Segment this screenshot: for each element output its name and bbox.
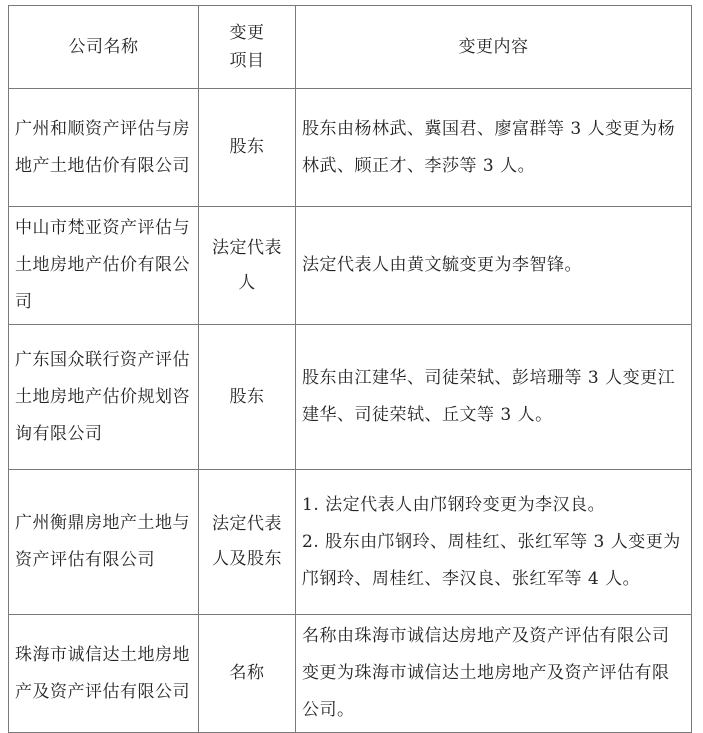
table-row [9,470,692,615]
change-content-cell: 名称由珠海市诚信达房地产及资产评估有限公司变更为珠海市诚信达土地房地产及资产评估有限公司。 [296,615,692,733]
table-row [9,89,692,207]
header-change-content: 变更内容 [296,6,692,89]
company-name-cell: 中山市梵亚资产评估与土地房地产估价有限公司 [9,207,199,325]
change-content-cell: 法定代表人由黄文毓变更为李智锋。 [296,207,692,325]
header-change-item [199,6,296,89]
change-content-item-1: 1. 法定代表人由邝钢玲变更为李汉良。 [302,494,606,515]
change-content-cell: 股东由杨林武、冀国君、廖富群等 3 人变更为杨林武、顾正才、李莎等 3 人。 [296,89,692,207]
change-item-cell: 名称 [199,615,296,733]
change-item-cell: 法定代表人 [199,207,296,325]
change-content-cell: 股东由江建华、司徒荣轼、彭培珊等 3 人变更江建华、司徒荣轼、丘文等 3 人。 [296,325,692,470]
company-name-cell: 广东国众联行资产评估土地房地产估价规划咨询有限公司 [9,325,199,470]
table-row [9,615,692,733]
change-content-cell [296,470,692,615]
company-name-cell: 珠海市诚信达土地房地产及资产评估有限公司 [9,615,199,733]
change-item-cell: 股东 [199,325,296,470]
change-item-cell: 股东 [199,89,296,207]
table-row [9,207,692,325]
header-row [9,6,692,89]
company-changes-table [8,5,692,733]
table-row [9,325,692,470]
company-name-cell: 广州和顺资产评估与房地产土地估价有限公司 [9,89,199,207]
header-company-name: 公司名称 [9,6,199,89]
company-name-cell: 广州衡鼎房地产土地与资产评估有限公司 [9,470,199,615]
header-change-item-line1: 变更 [229,23,265,43]
change-item-cell: 法定代表人及股东 [199,470,296,615]
header-change-item-line2: 项目 [229,51,265,71]
change-content-item-2: 2. 股东由邝钢玲、周桂红、张红军等 3 人变更为邝钢玲、周桂红、李汉良、张红军等 4 人。 [302,531,681,589]
